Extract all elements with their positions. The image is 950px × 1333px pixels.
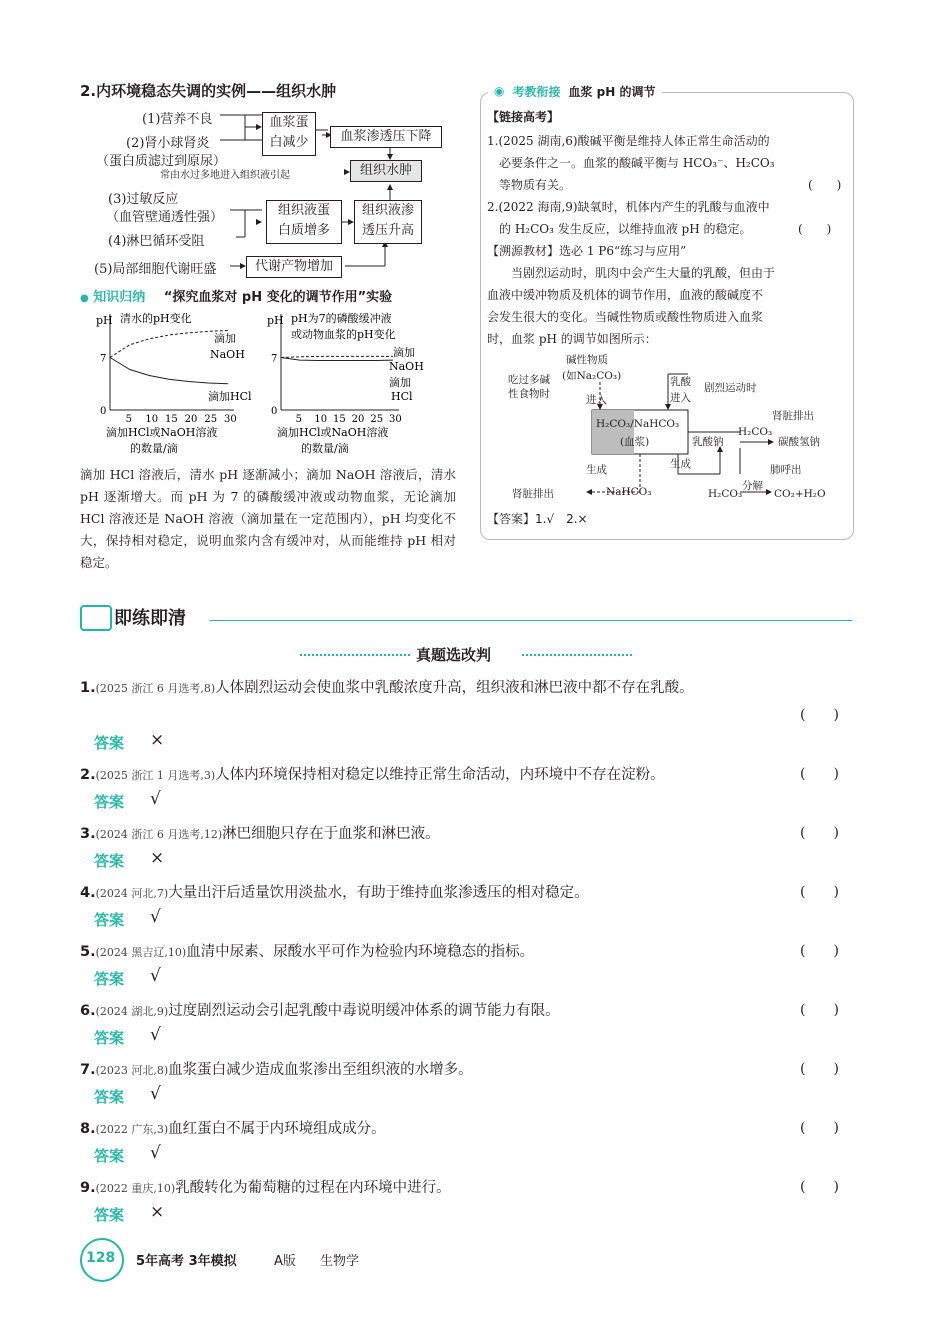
series-label-hcl-2: HCl — [391, 390, 413, 403]
x-tick-label: 15 — [333, 414, 346, 425]
panel-tag-title: 血浆 pH 的调节 — [568, 84, 656, 99]
answer-mark-4: √ — [150, 907, 161, 927]
sub-title: 真题选改判 — [416, 646, 492, 664]
diag-enter1: 进入 — [586, 394, 607, 406]
diag-lactic: 乳酸 — [670, 376, 691, 388]
answer-label-7: 答案 — [94, 1088, 125, 1106]
box-plasma-osmotic: 血浆渗透压下降 — [330, 126, 442, 148]
cause-nephritis: (2)肾小球肾炎 — [126, 136, 210, 151]
question-4-paren: ( ) — [800, 884, 839, 900]
diag-produce1: 生成 — [586, 464, 607, 476]
dots-right — [522, 654, 632, 656]
y-axis-label: pH — [96, 314, 113, 327]
box-metabolites: 代谢产物增加 — [246, 256, 342, 278]
diag-h2co3: H₂CO₃ — [708, 488, 743, 500]
answer-mark-7: √ — [150, 1084, 161, 1104]
x-axis-label: 滴加HCl或NaOH溶液 — [106, 426, 218, 439]
series-label-naoh-2: NaOH — [389, 360, 424, 373]
answer-mark-6: √ — [150, 1025, 161, 1045]
source-title: 【溯源教材】选必 1 P6“练习与应用” — [487, 244, 687, 258]
edema-note: 常由水过多地进入组织液引起 — [160, 170, 290, 181]
diag-lung: 肺呼出 — [770, 464, 802, 476]
link-q1b: 必要条件之一。血浆的酸碱平衡与 HCO₃⁻、H₂CO₃ — [499, 156, 775, 170]
x-tick-label: 10 — [145, 414, 159, 425]
knowledge-paragraph: 滴加 HCl 溶液后，清水 pH 逐渐减小；滴加 NaOH 溶液后，清水 pH 逐渐增大。而 pH 为 7 的磷酸缓冲液或动物血浆，无论滴加 HCl 溶液还是 NaOH 溶液（滴加量在一定范围内），pH 均变化不大，保持相对稳定，说明血浆内含有缓冲对，从而能维持 pH 相对稳定。 — [80, 467, 456, 570]
chart-title: 或动物血浆的pH变化 — [291, 328, 396, 341]
answer-mark-5: √ — [150, 966, 161, 986]
tag-icon: ◉ — [494, 84, 505, 98]
answer-label-2: 答案 — [94, 793, 125, 811]
question-7: 7.(2023 河北,8)血浆蛋白减少造成血浆渗出至组织液的水增多。 — [80, 1062, 473, 1078]
panel-answer: 【答案】1.√ 2.× — [487, 512, 588, 526]
source-line2: 血液中缓冲物质及机体的调节作用，血液的酸碱度不 — [487, 288, 764, 302]
series-line — [281, 356, 393, 357]
diag-sodium-lactate: 乳酸钠 — [692, 436, 724, 448]
diag-produce2: 生成 — [670, 458, 691, 470]
cause-metabolism: (5)局部细胞代谢旺盛 — [94, 262, 217, 277]
diag-food2: 性食物时 — [508, 388, 550, 400]
page-number: 128 — [86, 1250, 116, 1266]
dots-left — [300, 654, 410, 656]
series-label-hcl: 滴加HCl — [208, 390, 252, 403]
question-3-paren: ( ) — [800, 825, 839, 841]
x-axis-label-2: 的数量/滴 — [130, 442, 178, 455]
chart-water — [92, 308, 267, 460]
diag-alkali-example: (如Na₂CO₃) — [562, 370, 622, 382]
x-axis-label-2: 的数量/滴 — [301, 442, 349, 455]
diag-enter2: 进入 — [670, 392, 691, 404]
x-tick-label: 25 — [204, 414, 218, 425]
source-line3: 会发生很大的变化。当碱性物质或酸性物质进入血浆 — [487, 310, 764, 324]
link-q1-paren: ( ) — [808, 178, 842, 192]
question-3: 3.(2024 浙江 6 月选考,12)淋巴细胞只存在于血浆和淋巴液。 — [80, 826, 440, 842]
answer-label-3: 答案 — [94, 852, 125, 870]
link-q2b: 的 H₂CO₃ 发生反应，以维持血液 pH 的稳定。 — [499, 222, 752, 236]
diag-exercise: 剧烈运动时 — [704, 382, 757, 394]
diag-products: CO₂+H₂O — [774, 488, 826, 500]
diag-food: 吃过多碱 — [508, 374, 550, 386]
x-tick-label: 20 — [351, 414, 365, 425]
question-5-paren: ( ) — [800, 943, 839, 959]
answer-label-6: 答案 — [94, 1029, 125, 1047]
x-tick-label: 5 — [125, 414, 133, 425]
question-5: 5.(2024 黑吉辽,10)血清中尿素、尿酸水平可作为检验内环境稳态的指标。 — [80, 944, 535, 960]
box-plasma-protein: 血浆蛋 白减少 — [262, 112, 316, 156]
answer-label-5: 答案 — [94, 970, 125, 988]
y-tick-label: 7 — [100, 353, 107, 365]
section-title: 即练即清 — [114, 608, 186, 629]
cause-malnutrition: (1)营养不良 — [142, 112, 213, 127]
x-tick-label: 30 — [389, 414, 402, 425]
answer-mark-8: √ — [150, 1143, 161, 1163]
source-line1: 当剧烈运动时，肌肉中会产生大量的乳酸，但由于 — [511, 266, 776, 280]
answer-mark-2: √ — [150, 789, 161, 809]
section-rule — [210, 620, 852, 621]
diag-alkali: 碱性物质 — [566, 354, 608, 366]
y-axis-label: pH — [267, 314, 284, 327]
y-tick-label: 0 — [100, 406, 107, 417]
footer-book: 5年高考 3年模拟 — [136, 1254, 237, 1269]
question-1: 1.(2025 浙江 6 月选考,8)人体剧烈运动会使血浆中乳酸浓度升高，组织液和淋巴液中都不存在乳酸。 — [80, 680, 694, 696]
x-axis-label: 滴加HCl或NaOH溶液 — [277, 426, 389, 439]
y-tick-label: 0 — [271, 406, 278, 417]
series-line — [110, 358, 228, 384]
y-tick-label: 7 — [271, 353, 278, 365]
cause-lymph: (4)淋巴循环受阻 — [108, 234, 205, 249]
panel-tag-label: 考教衔接 — [512, 84, 561, 99]
diag-kidney2: 肾脏排出 — [512, 488, 554, 500]
answer-label-8: 答案 — [94, 1147, 125, 1165]
panel-tag — [488, 80, 662, 102]
link-q1c: 等物质有关。 — [499, 178, 572, 192]
knowledge-header: ● 知识归纳 “探究血浆对 pH 变化的调节作用”实验 — [80, 290, 393, 305]
practice-icon — [80, 605, 112, 631]
section-heading: 2.内环境稳态失调的实例——组织水肿 — [80, 82, 337, 100]
link-q2a: 2.(2022 海南,9)缺氧时，机体内产生的乳酸与血液中 — [487, 200, 770, 214]
series-label-naoh: 滴加 — [214, 332, 236, 345]
cause-nephritis-note: （蛋白质滤过到原尿） — [96, 154, 227, 169]
x-tick-label: 15 — [165, 414, 178, 425]
link-q2-paren: ( ) — [798, 222, 832, 236]
answer-mark-9: × — [150, 1202, 165, 1222]
x-tick-label: 30 — [224, 414, 237, 425]
footer-subject: 生物学 — [320, 1254, 360, 1269]
series-line — [281, 358, 393, 361]
box-tissue-protein: 组织液蛋 白质增多 — [266, 200, 342, 244]
dot-icon: ● — [80, 293, 89, 304]
x-tick-label: 5 — [295, 414, 303, 425]
diag-kidney: 肾脏排出 — [772, 410, 814, 422]
x-tick-label: 25 — [370, 414, 384, 425]
cause-allergy: (3)过敏反应 — [108, 192, 179, 207]
chart-buffer — [265, 308, 455, 460]
series-label-naoh: 滴加 — [393, 346, 415, 359]
x-tick-label: 10 — [314, 414, 328, 425]
answer-label-4: 答案 — [94, 911, 125, 929]
diag-nahco3: NaHCO₃ — [606, 486, 652, 498]
link-q1a: 1.(2025 湖南,6)酸碱平衡是维持人体正常生命活动的 — [487, 134, 770, 148]
answer-label-1: 答案 — [94, 734, 125, 752]
diag-buffer: H₂CO₃/NaHCO₃ — [596, 418, 680, 430]
question-2-paren: ( ) — [800, 766, 839, 782]
question-9: 9.(2022 重庆,10)乳酸转化为葡萄糖的过程在内环境中进行。 — [80, 1180, 451, 1196]
link-title: 【链接高考】 — [487, 110, 560, 124]
footer-edition: A版 — [274, 1254, 296, 1269]
diag-bicarbonate: 碳酸氢钠 — [778, 436, 820, 448]
question-6: 6.(2024 湖北,9)过度剧烈运动会引起乳酸中毒说明缓冲体系的调节能力有限。 — [80, 1003, 560, 1019]
question-9-paren: ( ) — [800, 1179, 839, 1195]
series-label-naoh-2: NaOH — [210, 348, 245, 361]
box-tissue-osmotic: 组织液渗 透压升高 — [354, 200, 422, 244]
cause-allergy-note: （血管壁通透性强） — [106, 210, 224, 225]
answer-mark-1: × — [150, 730, 165, 750]
question-7-paren: ( ) — [800, 1061, 839, 1077]
x-tick-label: 20 — [184, 414, 198, 425]
question-8: 8.(2022 广东,3)血红蛋白不属于内环境组成成分。 — [80, 1121, 386, 1137]
question-1-paren: ( ) — [800, 707, 839, 723]
question-8-paren: ( ) — [800, 1120, 839, 1136]
source-line4: 时，血浆 pH 的调节如图所示： — [487, 332, 657, 346]
box-tissue-edema: 组织水肿 — [350, 160, 422, 182]
diag-h2co3-top: H₂CO₃ — [738, 426, 773, 438]
answer-label-9: 答案 — [94, 1206, 125, 1224]
question-6-paren: ( ) — [800, 1002, 839, 1018]
answer-mark-3: × — [150, 848, 165, 868]
diag-plasma: (血浆) — [620, 436, 650, 448]
question-4: 4.(2024 河北,7)大量出汗后适量饮用淡盐水，有助于维持血浆渗透压的相对稳定。 — [80, 885, 589, 901]
diag-decompose: 分解 — [742, 480, 763, 492]
question-2: 2.(2025 浙江 1 月选考,3)人体内环境保持相对稳定以维持正常生命活动，内环境中不存在淀粉。 — [80, 767, 665, 783]
chart-title: 清水的pH变化 — [120, 312, 192, 325]
series-label-hcl: 滴加 — [389, 376, 411, 389]
chart-title: pH为7的磷酸缓冲液 — [291, 312, 392, 325]
